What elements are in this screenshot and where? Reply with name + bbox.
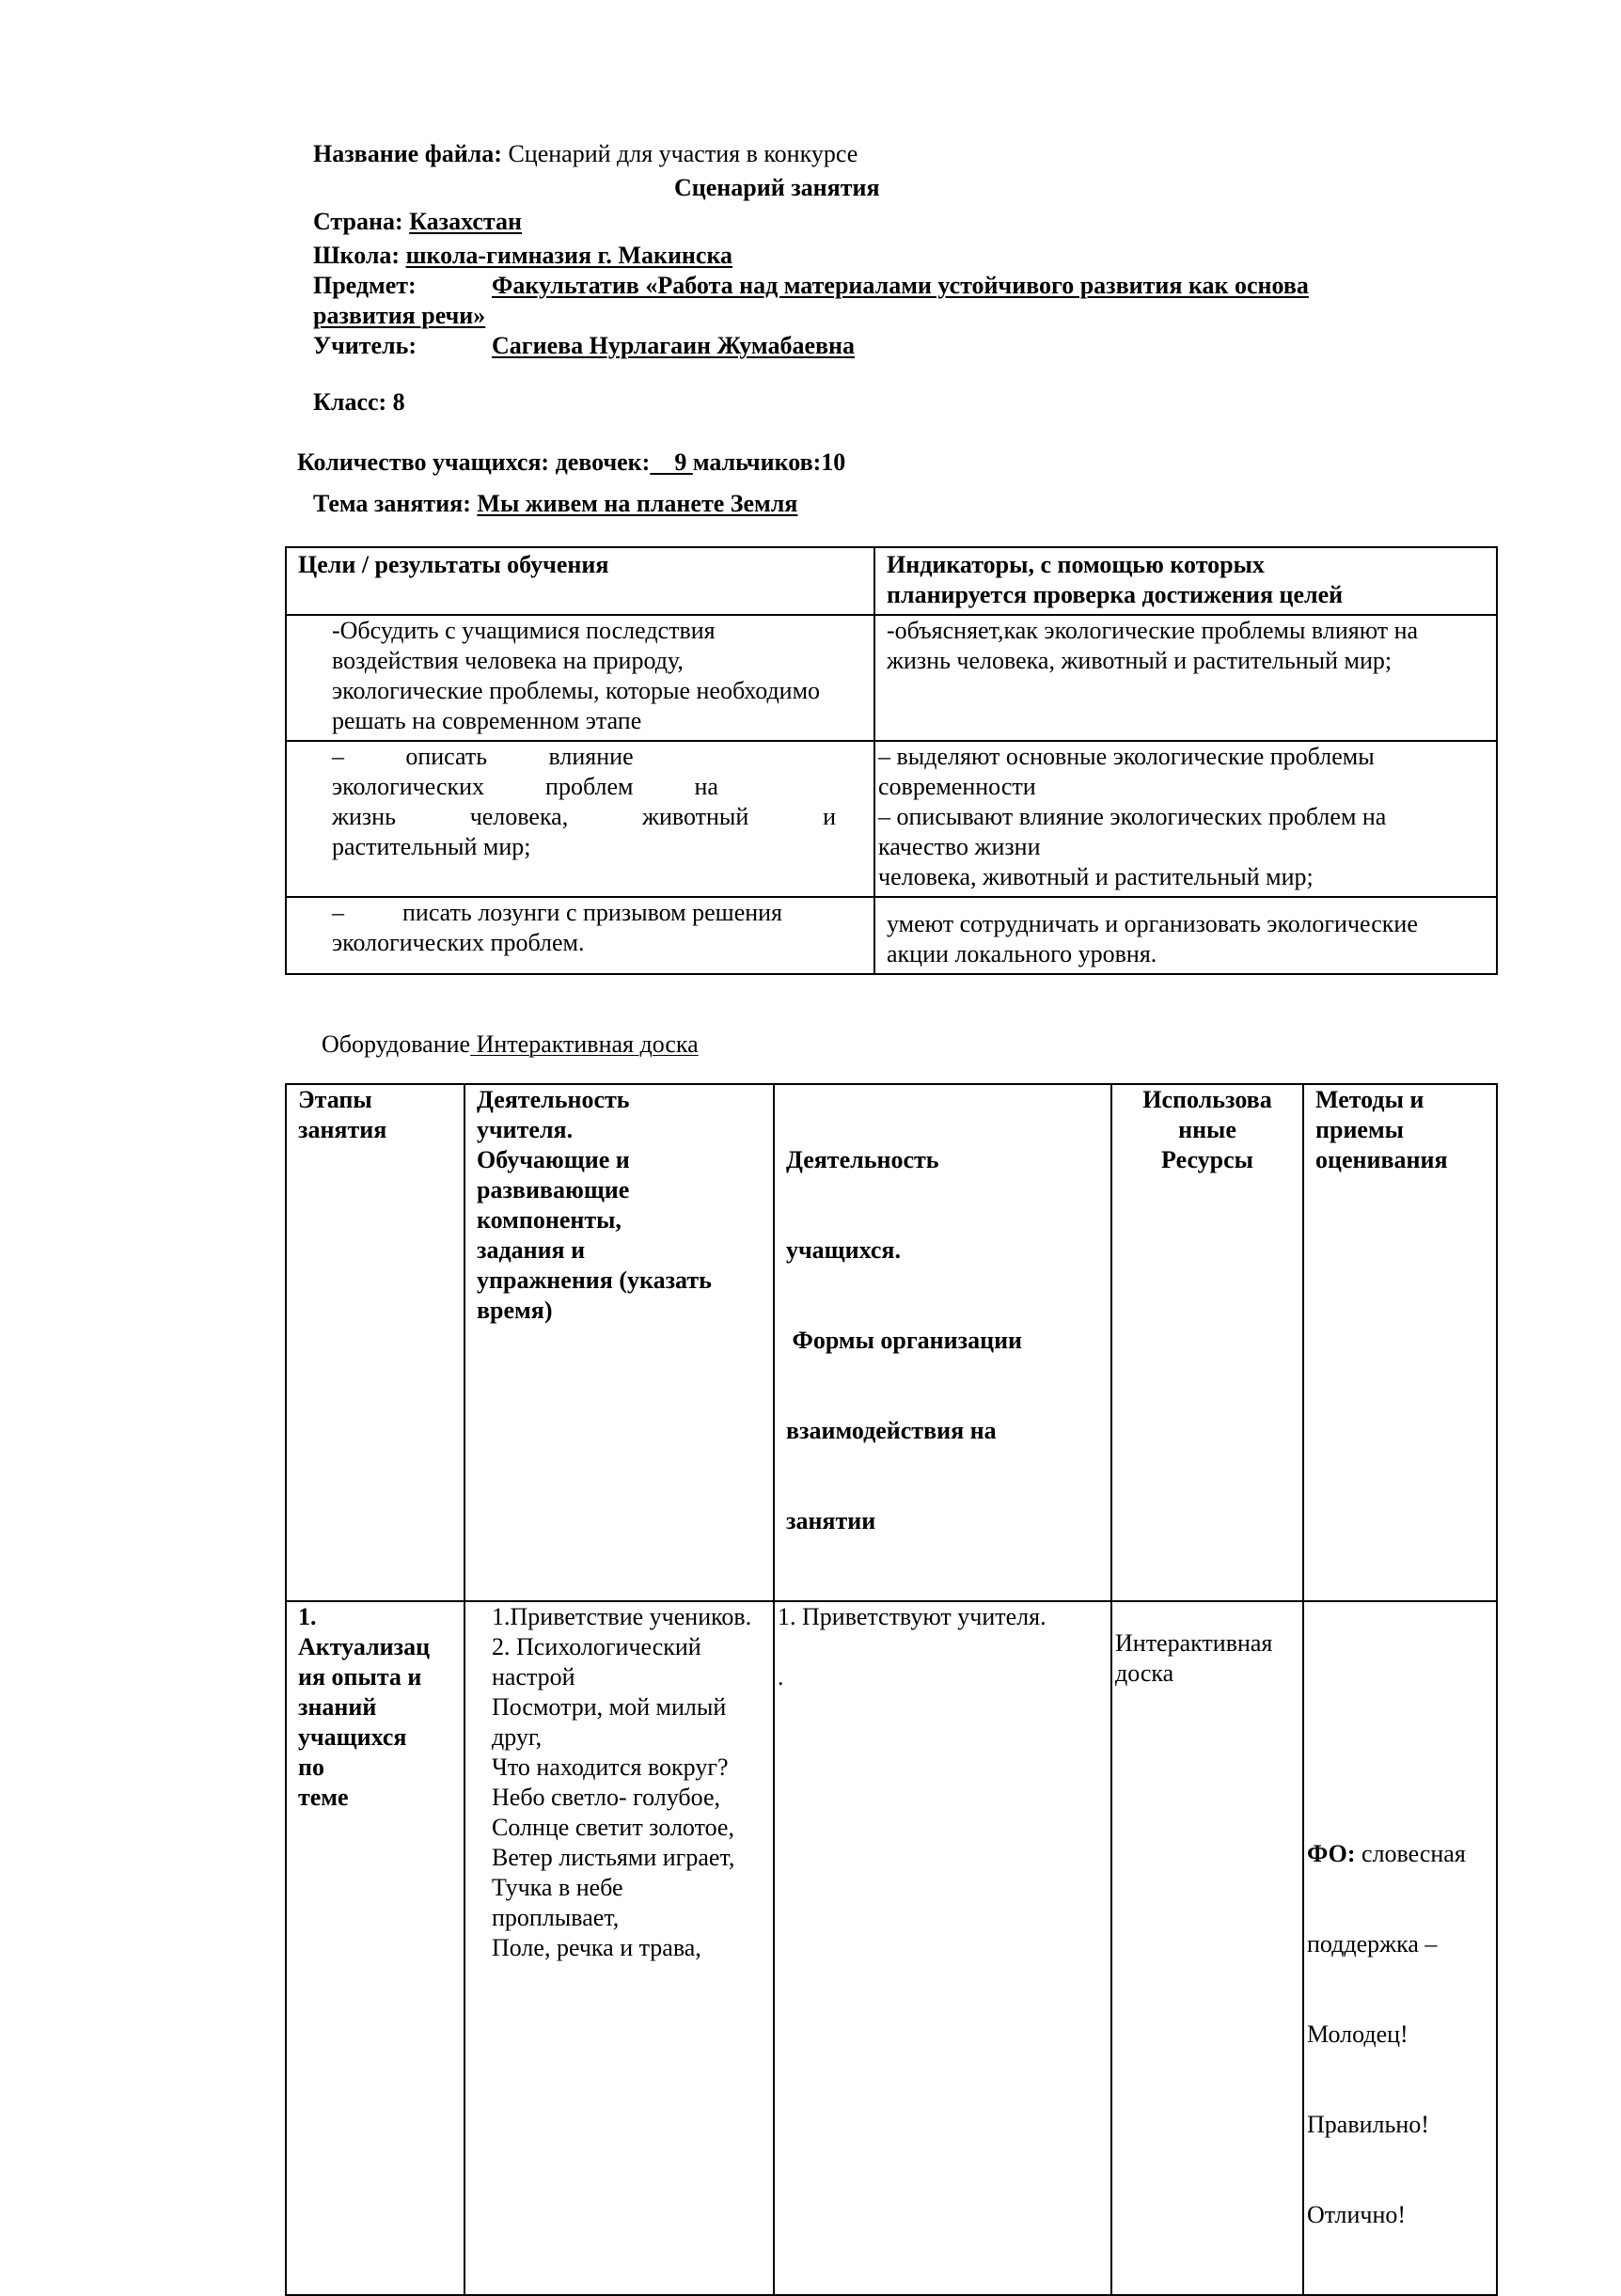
equipment-line xyxy=(309,999,699,1060)
teacher-header-line: развивающие xyxy=(477,1176,630,1203)
goal-line: растительный мир; xyxy=(332,833,531,860)
stage-line: по xyxy=(298,1753,324,1781)
teacher-header-line: упражнения (указать xyxy=(477,1266,712,1294)
goal-word: жизнь xyxy=(332,803,396,830)
teacher-line: проплывает, xyxy=(492,1904,620,1931)
goal-dash: – xyxy=(332,899,344,926)
assessment-line: поддержка – xyxy=(1307,1930,1438,1958)
topic-value: Мы живем на планете Земля xyxy=(477,490,798,517)
subject-label: Предмет: xyxy=(313,272,417,299)
student-line: . xyxy=(778,1663,784,1691)
teacher-line: Поле, речка и трава, xyxy=(492,1934,701,1961)
stage-line: учащихся xyxy=(298,1723,407,1751)
resources-header-line: Использова xyxy=(1142,1086,1272,1113)
goal-line: воздействия человека на природу, xyxy=(332,647,684,674)
goal-word: влияние xyxy=(548,743,634,770)
goal-word: – xyxy=(332,743,344,770)
stage-header-cell xyxy=(286,1084,464,1601)
indicators-header-line: Индикаторы, с помощью которых xyxy=(887,551,1265,578)
assessment-header-cell xyxy=(1303,1084,1497,1601)
stage-line: теме xyxy=(298,1784,349,1811)
stage-line: 1. xyxy=(298,1603,317,1630)
teacher-line: Ветер листьями играет, xyxy=(492,1844,735,1871)
teacher-label: Учитель: xyxy=(313,332,417,359)
lesson-table-row xyxy=(286,1601,1497,2295)
resources-header-line: Ресурсы xyxy=(1161,1146,1253,1173)
subject-value-line1: Факультатив «Работа над материалами устойчивого развития как основа xyxy=(492,272,1309,299)
student-line: 1. Приветствуют учителя. xyxy=(778,1603,1047,1630)
student-activity-cell xyxy=(774,1601,1111,2295)
indicator-line: человека, животный и растительный мир; xyxy=(878,863,1314,890)
lesson-table xyxy=(285,1083,1498,2296)
assessment-header-line: Методы и xyxy=(1315,1086,1424,1113)
resource-line: Интерактивная xyxy=(1115,1629,1273,1657)
teacher-activity-cell xyxy=(464,1601,774,2295)
goal-line xyxy=(332,802,836,832)
assessment-cell xyxy=(1303,1601,1497,2295)
indicator-line: акции локального уровня. xyxy=(887,940,1157,967)
document-title: Сценарий занятия xyxy=(674,174,880,201)
stage-header-line: занятия xyxy=(298,1116,387,1143)
goal-word: животный xyxy=(642,803,749,830)
file-name-line xyxy=(313,139,858,169)
file-name-label: Название файла: xyxy=(313,140,502,167)
class-line: Класс: 8 xyxy=(313,388,405,416)
teacher-value: Сагиева Нурлагаин Жумабаевна xyxy=(492,332,856,359)
file-name-value: Сценарий для участия в конкурсе xyxy=(501,140,858,167)
goal-line xyxy=(332,772,836,802)
indicator-cell xyxy=(874,615,1497,741)
resource-line: доска xyxy=(1115,1659,1174,1687)
teacher-line: Что находится вокруг? xyxy=(492,1753,729,1781)
assessment-label: ФО: xyxy=(1307,1840,1356,1867)
school-line xyxy=(313,241,732,271)
stage-line: Актуализац xyxy=(298,1633,431,1660)
student-header-line: Деятельность xyxy=(786,1146,939,1173)
resources-cell xyxy=(1111,1601,1303,2295)
teacher-line: друг, xyxy=(492,1723,543,1751)
indicator-line xyxy=(887,616,1488,646)
teacher-header-line: Обучающие и xyxy=(477,1146,630,1173)
goal-word: экологических xyxy=(332,773,485,800)
resources-header-cell xyxy=(1111,1084,1303,1601)
indicator-line: – описывают влияние экологических проблем на xyxy=(878,803,1387,830)
goal-cell xyxy=(286,741,874,897)
teacher-line: Солнце светит золотое, xyxy=(492,1814,734,1841)
country-line xyxy=(313,207,522,237)
teacher-header-line: задания и xyxy=(477,1236,586,1264)
indicator-line: качество жизни xyxy=(878,833,1041,860)
assessment-line: Молодец! xyxy=(1307,2021,1409,2048)
teacher-line: настрой xyxy=(492,1663,575,1691)
assessment-line: Правильно! xyxy=(1307,2111,1429,2138)
assessment-line xyxy=(1307,1839,1485,1869)
goal-word: на xyxy=(694,773,718,800)
goals-table-row xyxy=(286,741,1497,897)
teacher-line: Посмотри, мой милый xyxy=(492,1693,727,1721)
indicator-line xyxy=(887,909,1488,939)
goal-cell xyxy=(286,897,874,974)
topic-label: Тема занятия: xyxy=(313,490,478,517)
goal-cell xyxy=(286,615,874,741)
school-label: Школа: xyxy=(313,242,406,269)
students-label: Количество учащихся: девочек: xyxy=(297,448,651,476)
goal-line: экологических проблем. xyxy=(332,929,585,956)
students-line xyxy=(285,417,845,478)
goal-line xyxy=(332,742,836,772)
spacer xyxy=(779,772,836,802)
country-label: Страна: xyxy=(313,208,410,235)
equipment-value: Интерактивная доска xyxy=(470,1030,699,1058)
school-value: школа-гимназия г. Макинска xyxy=(405,242,733,269)
goal-word: описать xyxy=(405,743,488,770)
girls-count: 9 xyxy=(650,448,693,476)
teacher-line: 1.Приветствие учеников. xyxy=(492,1603,752,1630)
stage-line: ия опыта и xyxy=(298,1663,422,1691)
goal-word: проблем xyxy=(545,773,634,800)
student-header-line: учащихся. xyxy=(786,1236,901,1264)
indicator-cell xyxy=(874,741,1497,897)
indicator-line: современности xyxy=(878,773,1036,800)
indicator-line: жизнь человека, животный и растительный мир; xyxy=(887,647,1393,674)
assessment-header-line: приемы xyxy=(1315,1116,1404,1143)
assessment-line: Отлично! xyxy=(1307,2201,1407,2228)
resources-header-line: нные xyxy=(1178,1116,1236,1143)
stage-header-line: Этапы xyxy=(298,1086,372,1113)
goal-word: и xyxy=(823,803,836,830)
goals-header-cell xyxy=(286,547,874,615)
spacer xyxy=(695,742,836,772)
indicator-text: -объясняет,как экологические проблемы влияют на xyxy=(887,617,1419,644)
student-header-line: занятии xyxy=(786,1507,876,1534)
goals-header: Цели / результаты обучения xyxy=(298,551,609,578)
teacher-header-line: Деятельность xyxy=(477,1086,630,1113)
goals-table-row xyxy=(286,897,1497,974)
assessment-header-line: оценивания xyxy=(1315,1146,1448,1173)
teacher-activity-header-cell xyxy=(464,1084,774,1601)
goals-table-header xyxy=(286,547,1497,615)
goals-table-row xyxy=(286,615,1497,741)
subject-value-line2: развития речи» xyxy=(313,302,486,329)
goal-line: -Обсудить с учащимися последствия xyxy=(332,617,716,644)
student-activity-header-cell xyxy=(774,1084,1111,1601)
country-value: Казахстан xyxy=(409,208,522,235)
teacher-header-line: компоненты, xyxy=(477,1206,622,1234)
student-header-line: Формы организации xyxy=(786,1327,1023,1354)
stage-cell xyxy=(286,1601,464,2295)
indicator-cell xyxy=(874,897,1497,974)
assessment-text: словесная xyxy=(1355,1840,1466,1867)
stage-line: знаний xyxy=(298,1693,377,1721)
goal-line: экологические проблемы, которые необходимо xyxy=(332,677,821,704)
teacher-header-line: учителя. xyxy=(477,1116,574,1143)
equipment-label: Оборудование xyxy=(322,1030,471,1058)
teacher-line: Тучка в небе xyxy=(492,1874,623,1901)
student-line xyxy=(778,1632,1099,1662)
indicators-header-cell xyxy=(874,547,1497,615)
goal-line xyxy=(332,898,862,928)
topic-line xyxy=(313,489,797,519)
goal-word: человека, xyxy=(469,803,569,830)
indicators-header-line: планируется проверка достижения целей xyxy=(887,581,1344,608)
lesson-table-header xyxy=(286,1084,1497,1601)
boys-count: мальчиков:10 xyxy=(692,448,846,476)
goal-text: писать лозунги с призывом решения xyxy=(402,899,783,926)
indicator-text: умеют сотрудничать и организовать экологические xyxy=(887,910,1418,937)
teacher-header-line: время) xyxy=(477,1297,553,1324)
teacher-line: Небо светло- голубое, xyxy=(492,1784,720,1811)
student-header-line: взаимодействия на xyxy=(786,1417,997,1444)
teacher-line: 2. Психологический xyxy=(492,1633,701,1660)
goals-table xyxy=(285,546,1498,975)
indicator-line: – выделяют основные экологические проблемы xyxy=(878,743,1375,770)
goal-line: решать на современном этапе xyxy=(332,707,642,734)
